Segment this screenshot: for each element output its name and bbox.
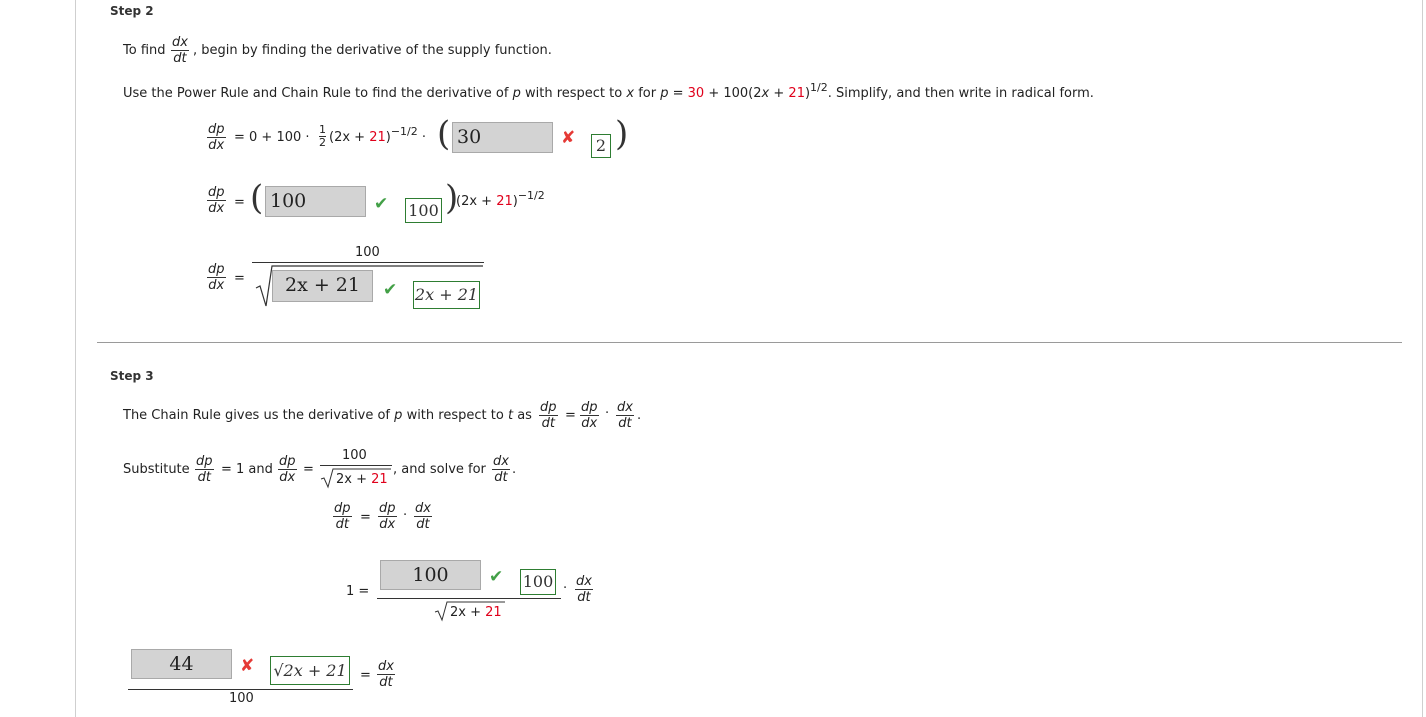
row3-fraction-bar (252, 262, 484, 263)
and-solve-text: , and solve for (393, 462, 486, 477)
sub-numerator: 100 (342, 448, 367, 463)
period: . (512, 462, 517, 477)
frac-den: dx (379, 517, 396, 532)
right-paren: ) (615, 114, 629, 154)
const-30: 30 (687, 86, 705, 101)
frac-den: 2 (319, 136, 326, 149)
frac-num: dp (279, 454, 296, 469)
instr-text: Use the Power Rule and Chain Rule to find the derivative of (123, 86, 509, 101)
expr: (2x + (456, 194, 493, 209)
step2-instructions: Use the Power Rule and Chain Rule to find the derivative of p with respect to x for $p = 30 + 100(2x + 21)^{1/2}$. Simplify, and then write in radical form. (123, 81, 1094, 101)
frac-num: 1 (319, 123, 326, 136)
frac-den: dt (195, 469, 214, 485)
frac-num: dp (208, 122, 225, 137)
const-21: 21 (788, 86, 805, 101)
left-paren: ( (437, 114, 451, 154)
incorrect-x-icon: ✘ (561, 128, 576, 148)
frac-den: dx (208, 278, 225, 293)
frac-den: dt (171, 50, 189, 66)
text: as (517, 408, 532, 423)
substitute-label: Substitute (123, 462, 190, 477)
section-divider (97, 342, 1402, 343)
eq-part: + 100(2 (708, 86, 762, 101)
frac-den: dt (492, 469, 510, 485)
right-border (1422, 0, 1423, 717)
eq-sign: = (565, 408, 576, 423)
final-denominator: 100 (229, 691, 254, 706)
right-paren: ) (445, 178, 459, 218)
one-half-fraction (319, 124, 326, 149)
big-fraction-bar (377, 598, 561, 599)
correct-check-icon: ✔ (383, 280, 398, 300)
frac-num: dx (576, 574, 592, 589)
row2-tail (456, 189, 545, 209)
big-denominator (450, 605, 502, 620)
chain-rule-text (123, 408, 532, 423)
row2-eq: = (234, 195, 245, 210)
expr: 2x + (450, 605, 481, 620)
const-21: 21 (371, 472, 388, 487)
frac-num: dp (208, 262, 225, 277)
dp-dx-fraction (207, 262, 226, 293)
dot: · (403, 508, 408, 523)
text: The Chain Rule gives us the derivative of (123, 408, 391, 423)
correct-check-icon: ✔ (489, 567, 504, 587)
frac-num: dx (172, 35, 188, 50)
frac-num: dp (208, 185, 225, 200)
frac-num: dp (379, 501, 396, 516)
eq-sign: = (360, 668, 371, 683)
final-correct-answer: √2x + 21 (270, 656, 350, 685)
frac-den: dt (539, 415, 558, 431)
text: with respect to (406, 408, 504, 423)
frac-den: dt (575, 589, 593, 605)
dp-dx-fraction (278, 454, 297, 485)
expr: (2x + (329, 130, 366, 145)
dx-dt-fraction (492, 454, 510, 485)
frac-den: dt (414, 516, 432, 532)
row3-numerator: 100 (355, 245, 380, 260)
big-input[interactable]: 100 (380, 560, 481, 590)
exponent: −1/2 (517, 189, 545, 202)
instr-text: with respect to (524, 86, 623, 101)
const-21: 21 (496, 194, 513, 209)
frac-den: dt (333, 516, 352, 532)
frac-num: dp (196, 454, 213, 469)
big-correct-answer: 100 (520, 569, 556, 595)
eq-sign: = (360, 510, 371, 525)
instr-text: for (638, 86, 657, 101)
final-input[interactable]: 44 (131, 649, 232, 679)
step3-heading: Step 3 (110, 369, 154, 383)
const-21: 21 (485, 605, 502, 620)
left-paren: ( (250, 178, 264, 218)
var-p: p (394, 408, 403, 423)
var-p: p (660, 86, 669, 101)
frac-num: dx (493, 454, 509, 469)
var-x: x (761, 86, 770, 101)
final-fraction-bar (128, 689, 353, 690)
dx-dt-fraction (414, 501, 432, 532)
var-t: t (507, 408, 514, 423)
frac-num: dp (581, 400, 598, 415)
row1-paren-expr: $(2x + 21)^{-1/2}$ · (329, 125, 427, 145)
eq-plus: + (773, 86, 785, 101)
dx-dt-fraction (616, 400, 634, 431)
var-x: x (626, 86, 635, 101)
correct-check-icon: ✔ (374, 194, 389, 214)
period: . (637, 408, 642, 423)
frac-num: dx (415, 501, 431, 516)
dp-dt-fraction (195, 454, 214, 485)
dp-dt-fraction (539, 400, 558, 431)
row1-input[interactable]: 30 (452, 122, 553, 153)
dot: · (563, 581, 568, 596)
frac-den: dx (279, 470, 296, 485)
dp-dx-fraction (378, 501, 397, 532)
one-eq: 1 = (346, 584, 370, 599)
frac-num: dx (378, 659, 394, 674)
frac-den: dx (208, 201, 225, 216)
step2-intro-prefix: To find (123, 43, 166, 58)
row1-correct-answer: 2 (591, 134, 611, 158)
expr: 2x + (336, 472, 367, 487)
frac-num: dx (617, 400, 633, 415)
dp-dt-fraction (333, 501, 352, 532)
row1-left: = 0 + 100 · (234, 130, 310, 145)
frac-den: dx (581, 416, 598, 431)
var-p: p (512, 86, 521, 101)
dp-dx-fraction (207, 185, 226, 216)
exponent: 1/2 (810, 81, 828, 94)
frac-den: dx (208, 138, 225, 153)
incorrect-x-icon: ✘ (240, 656, 255, 676)
sub-denominator (336, 472, 388, 487)
row3-correct-answer: 2x + 21 (413, 281, 480, 309)
const-21: 21 (369, 130, 386, 145)
row3-input[interactable]: 2x + 21 (272, 270, 373, 302)
eq-sign: = (303, 462, 314, 477)
dot: · (421, 130, 427, 145)
exponent: −1/2 (390, 125, 418, 138)
dx-dt-fraction (377, 659, 395, 690)
dx-dt-fraction (575, 574, 593, 605)
dp-dx-fraction (580, 400, 599, 431)
sub-fraction-bar (320, 465, 392, 466)
frac-num: dp (540, 400, 557, 415)
eq-one-and: = 1 and (221, 462, 273, 477)
step2-heading: Step 2 (110, 4, 154, 18)
left-border (75, 0, 76, 717)
frac-den: dt (377, 674, 395, 690)
expr: ) (512, 194, 518, 209)
dot: · (605, 406, 610, 421)
row2-input[interactable]: 100 (265, 186, 366, 217)
row3-eq: = (234, 271, 245, 286)
dx-dt-fraction (171, 35, 189, 66)
row2-correct-answer: 100 (405, 198, 442, 223)
instr-text: . Simplify, and then write in radical form. (827, 86, 1094, 101)
frac-den: dt (616, 415, 634, 431)
step2-intro-suffix: , begin by finding the derivative of the supply function. (193, 43, 552, 58)
frac-num: dp (334, 501, 351, 516)
dp-dx-fraction (207, 122, 226, 153)
